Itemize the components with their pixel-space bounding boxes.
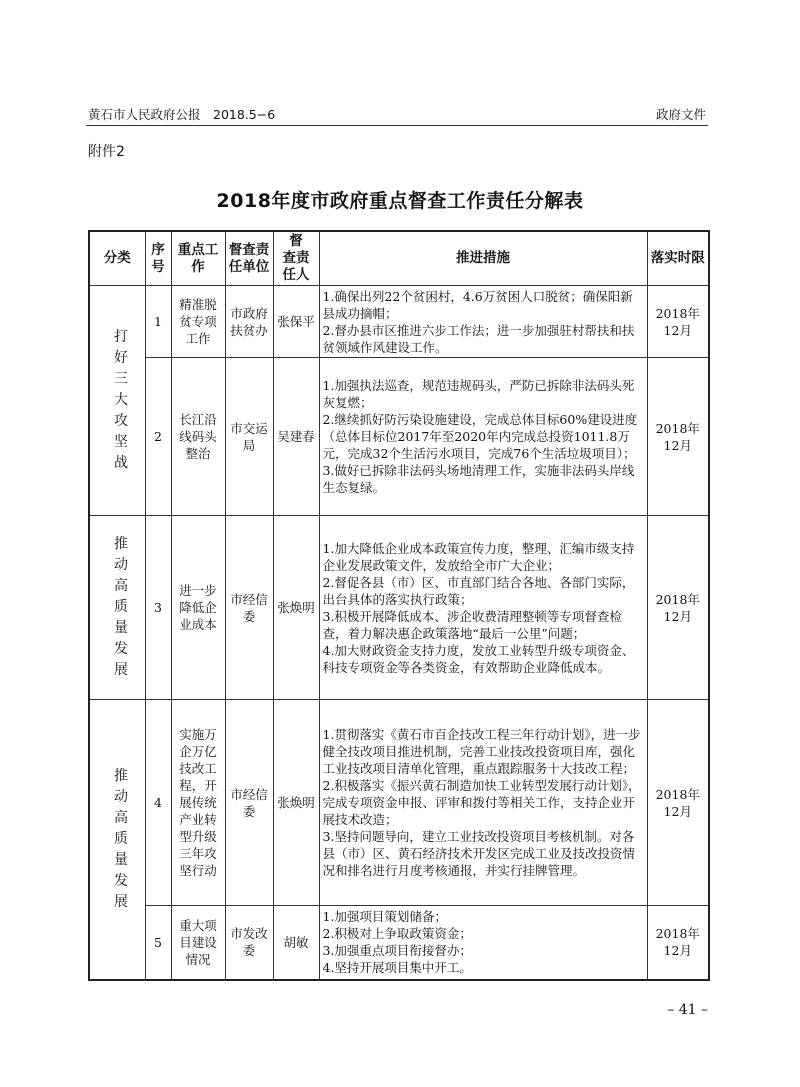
measures-cell (319, 906, 647, 980)
row-number: 3 (145, 516, 171, 700)
table-row (89, 358, 709, 516)
measure-item: 3.加强重点项目衔接督办； (322, 943, 472, 959)
table-header-row (89, 231, 709, 286)
category-cell: 打好三大攻坚战 (89, 286, 145, 516)
responsible-person: 张保平 (273, 286, 319, 358)
key-work: 实施万企万亿技改工程，开展传统产业转型升级三年攻坚行动 (171, 700, 225, 906)
responsibility-table (88, 230, 710, 981)
responsible-person: 胡敏 (273, 906, 319, 980)
table-row (89, 906, 709, 980)
measure-item: 2.督办县市区推进六步工作法；进一步加强驻村帮扶和扶贫领域作风建设工作。 (322, 322, 635, 355)
responsible-unit: 市交运局 (225, 358, 273, 516)
responsible-unit: 市发改委 (225, 906, 273, 980)
key-work: 重大项目建设情况 (171, 906, 225, 980)
key-work: 长江沿线码头整治 (171, 358, 225, 516)
measure-item: 1.加强执法巡查，规范违规码头，严防已拆除非法码头死灰复燃； (322, 378, 635, 410)
column-header-number: 序号 (145, 231, 171, 286)
measure-item: 1.加强项目策划储备； (322, 909, 447, 925)
category-cell: 推动高质量发展 (89, 700, 145, 980)
table-row (89, 700, 709, 906)
row-number: 5 (145, 906, 171, 980)
attachment-label: 附件2 (88, 144, 125, 160)
responsible-unit: 市经信委 (225, 700, 273, 906)
deadline: 2018年12月 (647, 358, 709, 516)
responsible-unit: 市经信委 (225, 516, 273, 700)
measure-item: 2.继续抓好防污染设施建设，完成总体目标60%建设进度（总体目标位2017年至2020年内完成总投资1011.8万元，完成32个生活污水项目，完成76个生活垃圾项目）； (322, 412, 638, 461)
measure-item: 3.积极开展降低成本、涉企收费清理整顿等专项督查检查，着力解决惠企政策落地“最后一公里”问题； (322, 608, 622, 641)
column-header-work: 重点工作 (171, 231, 225, 286)
key-work: 精准脱贫专项工作 (171, 286, 225, 358)
page-header (86, 105, 708, 126)
deadline: 2018年12月 (647, 286, 709, 358)
deadline: 2018年12月 (647, 516, 709, 700)
table-row (89, 516, 709, 700)
table-row (89, 286, 709, 358)
row-number: 2 (145, 358, 171, 516)
column-header-measures: 推进措施 (319, 231, 647, 286)
measure-item: 4.坚持开展项目集中开工。 (322, 960, 472, 976)
deadline: 2018年12月 (647, 700, 709, 906)
row-number: 1 (145, 286, 171, 358)
responsible-person: 张焕明 (273, 700, 319, 906)
measure-item: 1.贯彻落实《黄石市百企技改工程三年行动计划》，进一步健全技改项目推进机制，完善工业技改投资项目库，强化工业技改项目清单化管理，重点跟踪服务十大技改工程； (322, 727, 641, 776)
journal-title: 黄石市人民政府公报 2018.5−6 (88, 107, 276, 122)
measure-item: 4.加大财政资金支持力度，发放工业转型升级专项资金、科技专项资金等各类资金，有效帮助企业降低成本。 (322, 642, 635, 675)
deadline: 2018年12月 (647, 906, 709, 980)
column-header-person: 督 查责任人 (273, 231, 319, 286)
measure-item: 3.坚持问题导向，建立工业技改投资项目考核机制。对各县（市）区、黄石经济技术开发区完成工业及技改投资情况和排名进行月度考核通报，并实行挂牌管理。 (322, 829, 636, 878)
measures-cell (319, 516, 647, 700)
measure-item: 1.确保出列22个贫困村，4.6万贫困人口脱贫；确保阳新县成功摘帽； (322, 288, 633, 321)
responsible-person: 张焕明 (273, 516, 319, 700)
measures-cell (319, 358, 647, 516)
responsible-unit: 市政府扶贫办 (225, 286, 273, 358)
column-header-unit: 督查责任单位 (225, 231, 273, 286)
category-cell: 推动高质量发展 (89, 516, 145, 700)
measure-item: 2.督促各县（市）区、市直部门结合各地、各部门实际，出台具体的落实执行政策； (322, 574, 635, 607)
column-header-deadline: 落实时限 (647, 231, 709, 286)
key-work: 进一步降低企业成本 (171, 516, 225, 700)
measures-cell (319, 700, 647, 906)
section-title: 政府文件 (655, 107, 706, 122)
measures-cell (319, 286, 647, 358)
measure-item: 1.加大降低企业成本政策宣传力度，整理、汇编市级支持企业发展政策文件，发放给全市广大企业； (322, 540, 635, 573)
column-header-category: 分类 (89, 231, 145, 286)
document-title: 2018年度市政府重点督查工作责任分解表 (216, 190, 584, 212)
measure-item: 2.积极对上争取政策资金； (322, 926, 472, 942)
measure-item: 3.做好已拆除非法码头场地清理工作，实施非法码头岸线生态复绿。 (322, 463, 635, 495)
row-number: 4 (145, 700, 171, 906)
measure-item: 2.积极落实《振兴黄石制造加快工业转型发展行动计划》，完成专项资金申报、评审和拨付等相关工作，支持企业开展技术改造； (322, 778, 641, 827)
page-number: – 41 – (667, 1002, 708, 1018)
responsible-person: 吴建春 (273, 358, 319, 516)
